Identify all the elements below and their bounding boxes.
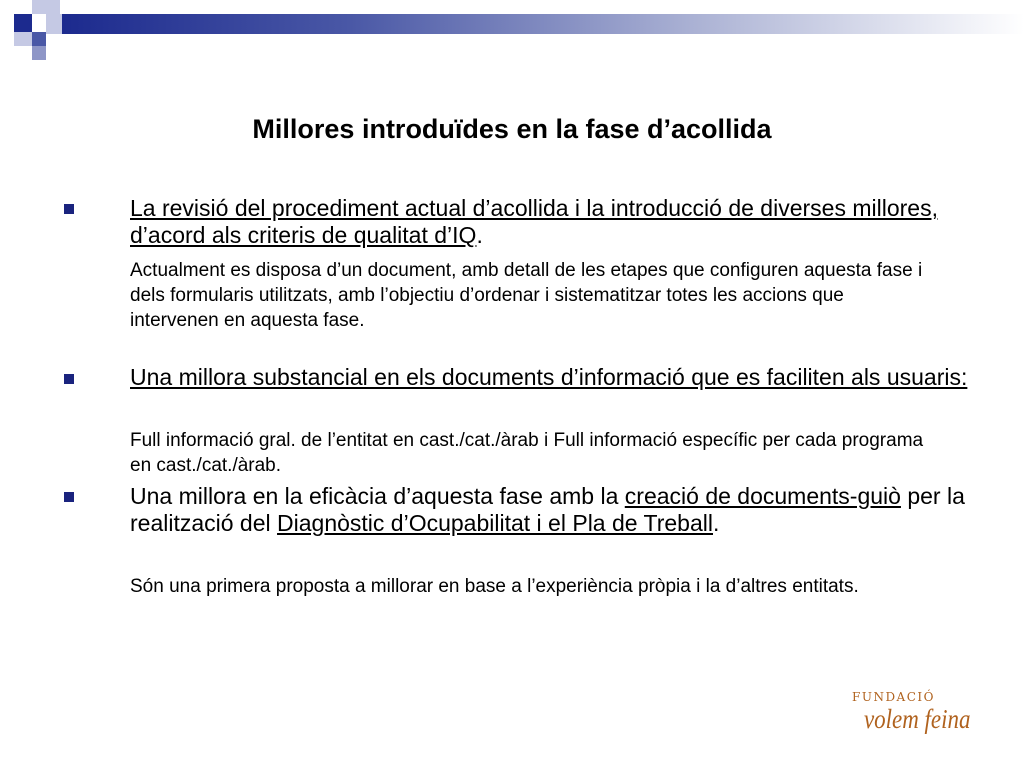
item-detail: Full informació gral. de l’entitat en cast./cat./àrab i Full informació específic per cada programa en cast./cat./àrab. (130, 430, 924, 476)
slide-title: Millores introduïdes en la fase d’acollida (252, 114, 772, 144)
item-lead-link[interactable]: La revisió del procediment actual d’acollida i la introducció de diverses millores, d’acord als criteris de qualitat d’IQ (130, 195, 938, 248)
corner-square (14, 32, 32, 46)
corner-square (46, 14, 62, 34)
item-lead: Una millora en la eficàcia d’aquesta fase amb la creació de documents-guiò per la realització del Diagnòstic d’Ocupabilitat i el Pla de Treball. (130, 483, 965, 536)
corner-square (32, 0, 46, 14)
bullet-square-icon (64, 374, 74, 384)
bullet-square-icon (64, 492, 74, 502)
header-gradient-bar (62, 14, 1024, 34)
logo-top-text: FUNDACIÓ (852, 690, 935, 704)
item-lead-link[interactable]: Diagnòstic d’Ocupabilitat i el Pla de Treball (277, 510, 713, 536)
item-detail: Són una primera proposta a millorar en base a l’experiència pròpia i la d’altres entitats. (130, 576, 859, 597)
item-lead-link[interactable]: Una millora substancial en els documents d’informació que es faciliten als usuaris: (130, 364, 968, 390)
corner-square (46, 0, 60, 14)
corner-square (32, 46, 46, 60)
fundacio-logo (852, 690, 992, 734)
item-lead-link[interactable]: creació de documents-guiò (624, 483, 901, 509)
corner-square (14, 14, 32, 32)
logo-main-text: volem feina (864, 704, 971, 734)
item-lead (130, 364, 970, 391)
item-lead: La revisió del procediment actual d’acollida i la introducció de diverses millores, d’acord als criteris de qualitat d’IQ. (130, 195, 938, 248)
bullet-square-icon (64, 204, 74, 214)
item-detail: Actualment es disposa d’un document, amb detall de les etapes que configuren aquesta fase i dels formularis utilitzats, amb l’objectiu d’ordenar i sistematitzar totes les accions que intervenen en aquesta fase. (130, 260, 923, 331)
corner-square (32, 32, 46, 46)
